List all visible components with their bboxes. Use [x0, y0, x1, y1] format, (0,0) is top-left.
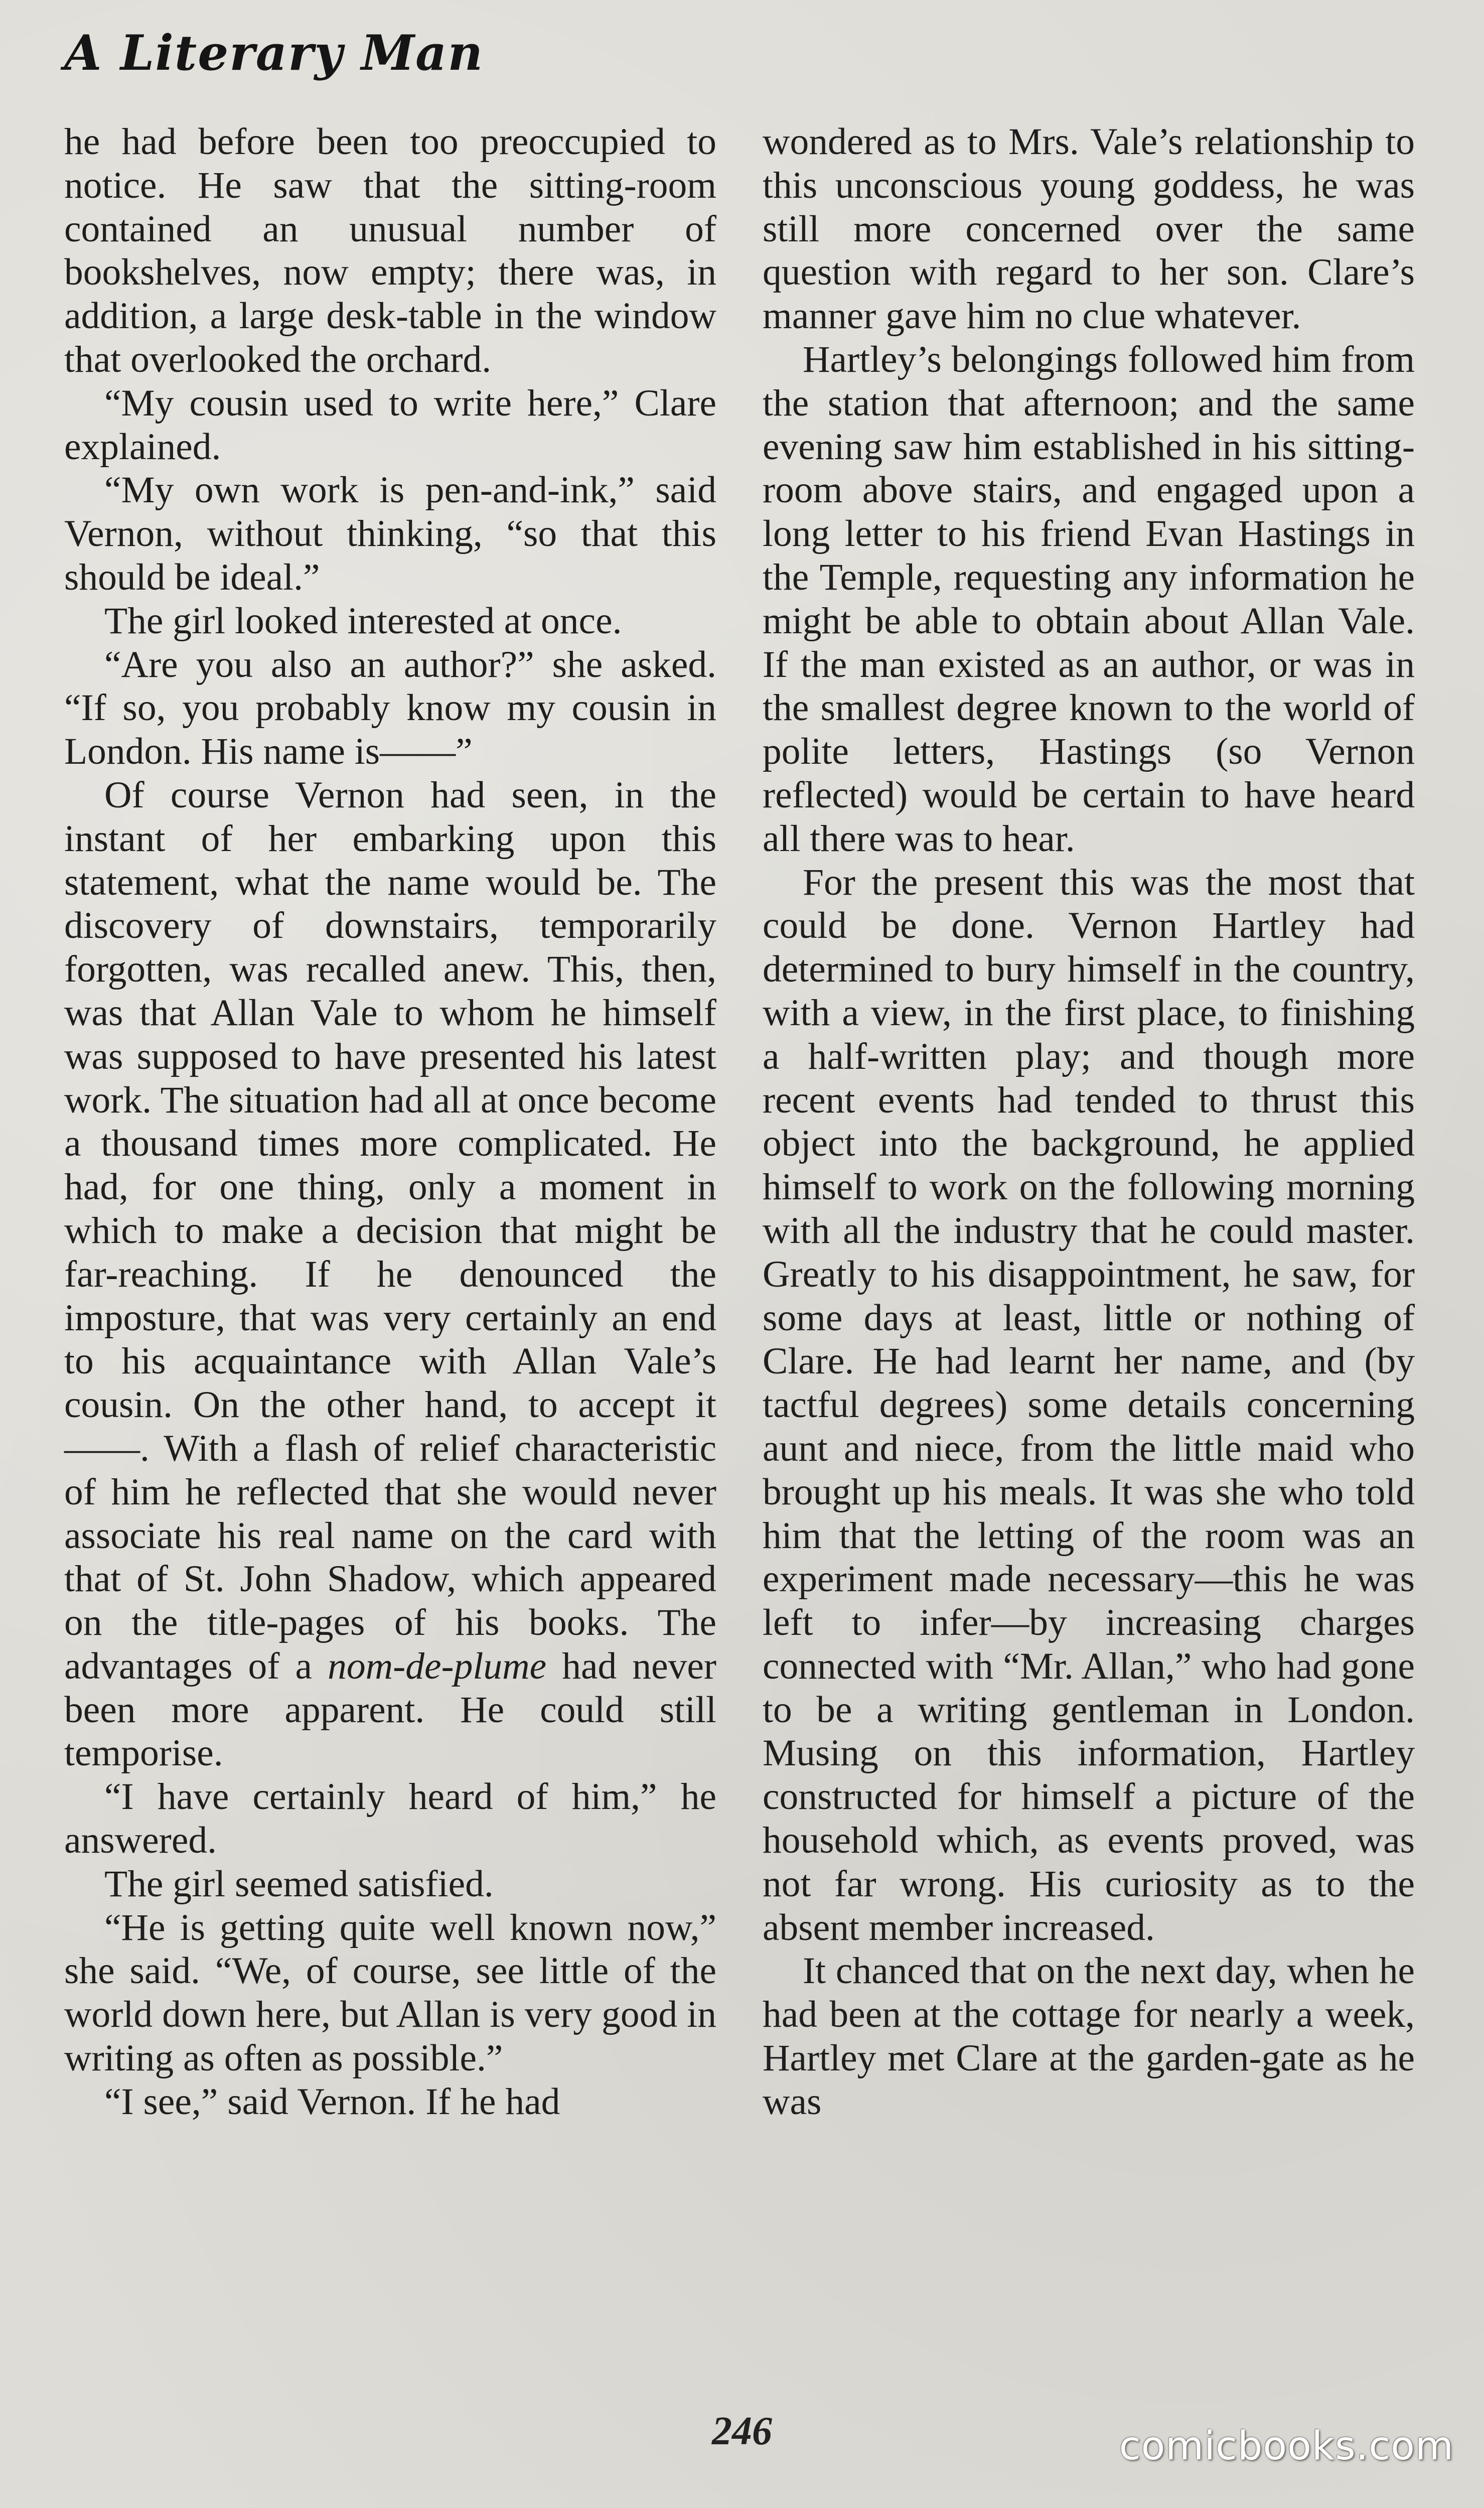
left-column [64, 120, 716, 2124]
paragraph: he had before been too preoccupied to notice. He saw that the sitting-room contained an unusual number of bookshelves, now empty; there was, in addition, a large desk-table in the window that overlooked the orchard. [64, 121, 716, 380]
running-title: A Literary Man [64, 25, 484, 81]
paragraph [64, 774, 716, 1775]
paragraph: It chanced that on the next day, when he had been at the cottage for nearly a week, Hartley met Clare at the garden-gate as he was [763, 1950, 1415, 2123]
paragraph: “He is getting quite well known now,” she said. “We, of course, see little of the world down here, but Allan is very good in writing as often as possible.” [64, 1906, 716, 2079]
right-column [763, 120, 1415, 2124]
paragraph-text-end: had never been more apparent. He could still temporise. [64, 1645, 716, 1774]
paragraph-text: Of course Vernon had seen, in the instant of her embarking upon this statement, what the name would be. The discovery of downstairs, temporarily forgotten, was recalled anew. This, then, was that Allan Vale to whom he himself was supposed to have presented his latest work. The situation had all at once become a thousand times more complicated. He had, for one thing, only a moment in which to make a decision that might be far-reaching. If he denounced the imposture, that was very certainly an end to his acquaintance with Allan Vale’s cousin. On the other hand, to accept it——. With a flash of relief characteristic of him he reflected that she would never associate his real name on the card with that of St. John Shadow, which appeared on the title-pages of his books. The advantages of a [64, 774, 716, 1687]
watermark-text: comicbooks.com [1119, 2424, 1454, 2469]
paragraph: The girl looked interested at once. [104, 600, 622, 642]
paragraph: Hartley’s belongings followed him from the station that afternoon; and the same evening saw him established in his sitting-room above stairs, and engaged upon a long letter to his friend Evan Hastings in the Temple, requesting any information he might be able to obtain about Allan Vale. If the man existed as an author, or was in the smallest degree known to the world of polite letters, Hastings (so Vernon reflected) would be certain to have heard all there was to hear. [763, 338, 1415, 860]
paragraph: “My cousin used to write here,” Clare explained. [64, 382, 716, 468]
paragraph: The girl seemed satisfied. [104, 1863, 494, 1905]
paragraph: “I have certainly heard of him,” he answered. [64, 1776, 716, 1862]
italic-phrase: nom-de-plume [328, 1645, 547, 1687]
paragraph: For the present this was the most that could be done. Vernon Hartley had determined to bury himself in the country, with a view, in the first place, to finishing a half-written play; and though more recent events had tended to thrust this object into the background, he applied himself to work on the following morning with all the industry that he could master. Greatly to his disappointment, he saw, for some days at least, little or nothing of Clare. He had learnt her name, and (by tactful degrees) some details concerning aunt and niece, from the little maid who brought up his meals. It was she who told him that the letting of the room was an experiment made necessary—this he was left to infer—by increasing charges connected with “Mr. Allan,” who had gone to be a writing gentleman in London. Musing on this information, Hartley constructed for himself a picture of the household which, as events proved, was not far wrong. His curiosity as to the absent member increased. [763, 861, 1415, 1948]
paragraph: wondered as to Mrs. Vale’s relationship to this unconscious young goddess, he was still more concerned over the same question with regard to her son. Clare’s manner gave him no clue whatever. [763, 121, 1415, 337]
paragraph: “My own work is pen-and-ink,” said Vernon, without thinking, “so that this should be ideal.” [64, 469, 716, 598]
page-number: 246 [712, 2409, 772, 2453]
paragraph: “Are you also an author?” she asked. “If so, you probably know my cousin in London. His name is——” [64, 643, 716, 773]
paragraph: “I see,” said Vernon. If he had [104, 2080, 560, 2123]
